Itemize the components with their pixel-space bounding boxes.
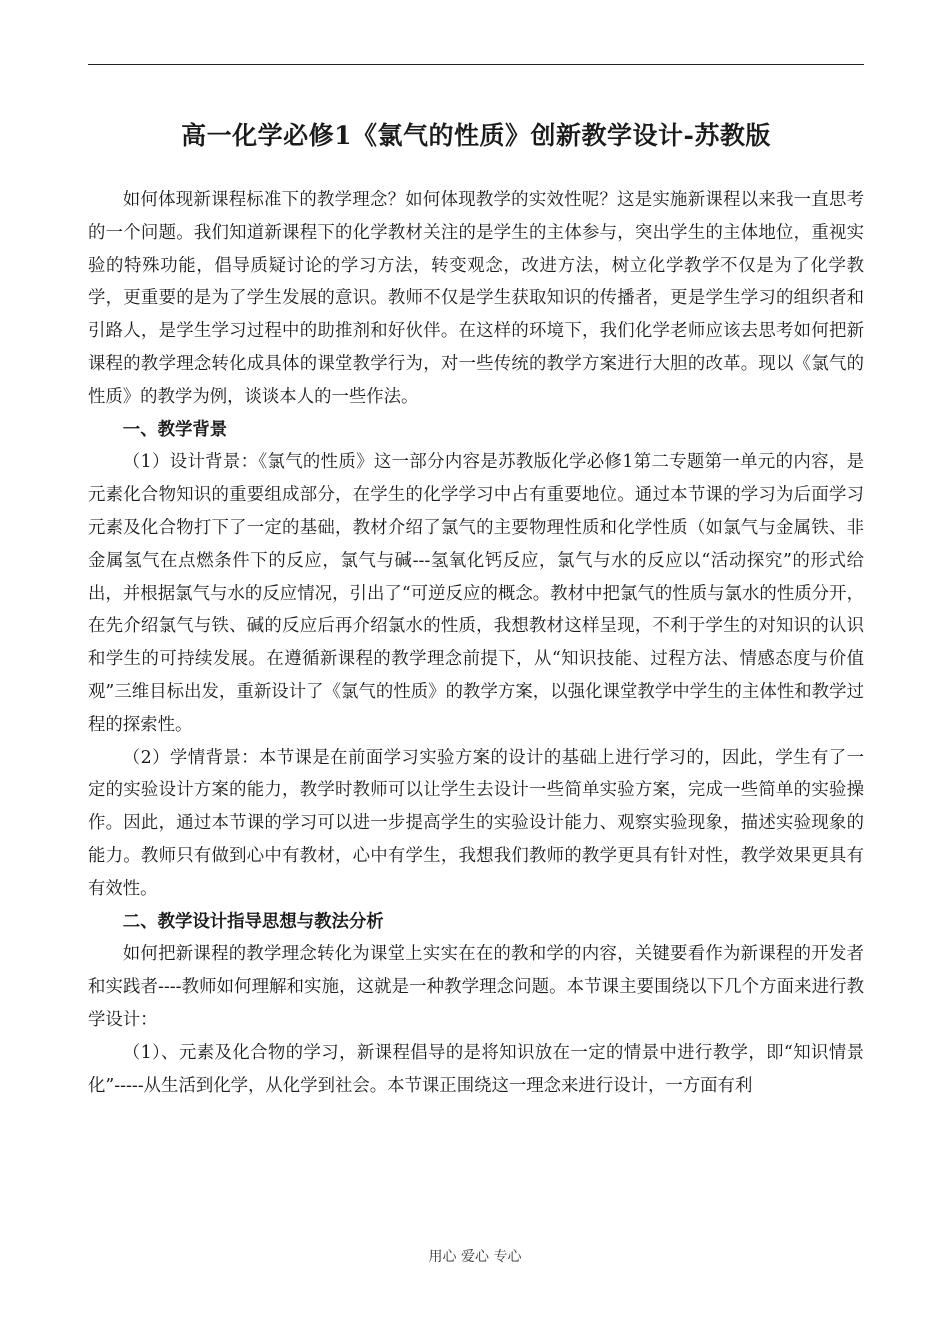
header-rule: [88, 64, 864, 65]
design-background-paragraph: （1）设计背景：《氯气的性质》这一部分内容是苏教版化学必修1第二专题第一单元的内容，是元素化合物知识的重要组成部分，在学生的化学学习中占有重要地位。通过本节课的学习为后面学习元素及化合物打下了一定的基础，教材介绍了氯气的主要物理性质和化学性质（如氯气与金属铁、非金属氢气在点燃条件下的反应，氯气与碱---氢氧化钙反应，氯气与水的反应以“活动探究”的形式给出，并根据氯气与水的反应情况，引出了“可逆反应的概念。教材中把氯气的性质与氯水的性质分开，在先介绍氯气与铁、碱的反应后再介绍氯水的性质，我想教材这样呈现，不利于学生的对知识的认识和学生的可持续发展。在遵循新课程的教学理念前提下，从“知识技能、过程方法、情感态度与价值观”三维目标出发，重新设计了《氯气的性质》的教学方案，以强化课堂教学中学生的主体性和教学过程的探索性。: [88, 452, 864, 735]
student-background-paragraph: （2）学情背景：本节课是在前面学习实验方案的设计的基础上进行学习的，因此，学生有了一定的实验设计方案的能力，教学时教师可以让学生去设计一些简单实验方案，完成一些简单的实验操作。因此，通过本节课的学习可以进一步提高学生的实验设计能力、观察实验现象，描述实验现象的能力。教师只有做到心中有教材，心中有学生，我想我们教师的教学更具有针对性，教学效果更具有有效性。: [88, 747, 864, 899]
document-title: 高一化学必修1《氯气的性质》创新教学设计-苏教版: [181, 121, 771, 150]
document-body: [88, 184, 864, 1102]
section-heading-background: 一、教学背景: [122, 419, 228, 440]
page-footer: 用心 爱心 专心: [428, 1249, 522, 1265]
guiding-ideas-paragraph: 如何把新课程的教学理念转化为课堂上实实在在的教和学的内容，关键要看作为新课程的开发者和实践者----教师如何理解和实施，这就是一种教学理念问题。本节课主要围绕以下几个方面来进行教学设计：: [88, 944, 864, 1030]
guiding-ideas-point-1: （1）、元素及化合物的学习，新课程倡导的是将知识放在一定的情景中进行教学，即“知识情景化”-----从生活到化学，从化学到社会。本节课正围绕这一理念来进行设计，一方面有利: [88, 1042, 864, 1096]
section-heading-guiding-ideas: 二、教学设计指导思想与教法分析: [122, 911, 384, 932]
intro-paragraph: 如何体现新课程标准下的教学理念？如何体现教学的实效性呢？这是实施新课程以来我一直思考的一个问题。我们知道新课程下的化学教材关注的是学生的主体参与，突出学生的主体地位，重视实验的特殊功能，倡导质疑讨论的学习方法，转变观念，改进方法，树立化学教学不仅是为了化学教学，更重要的是为了学生发展的意识。教师不仅是学生获取知识的传播者，更是学生学习的组织者和引路人，是学生学习过程中的助推剂和好伙伴。在这样的环境下，我们化学老师应该去思考如何把新课程的教学理念转化成具体的课堂教学行为，对一些传统的教学方案进行大胆的改革。现以《氯气的性质》的教学为例，谈谈本人的一些作法。: [88, 190, 864, 407]
